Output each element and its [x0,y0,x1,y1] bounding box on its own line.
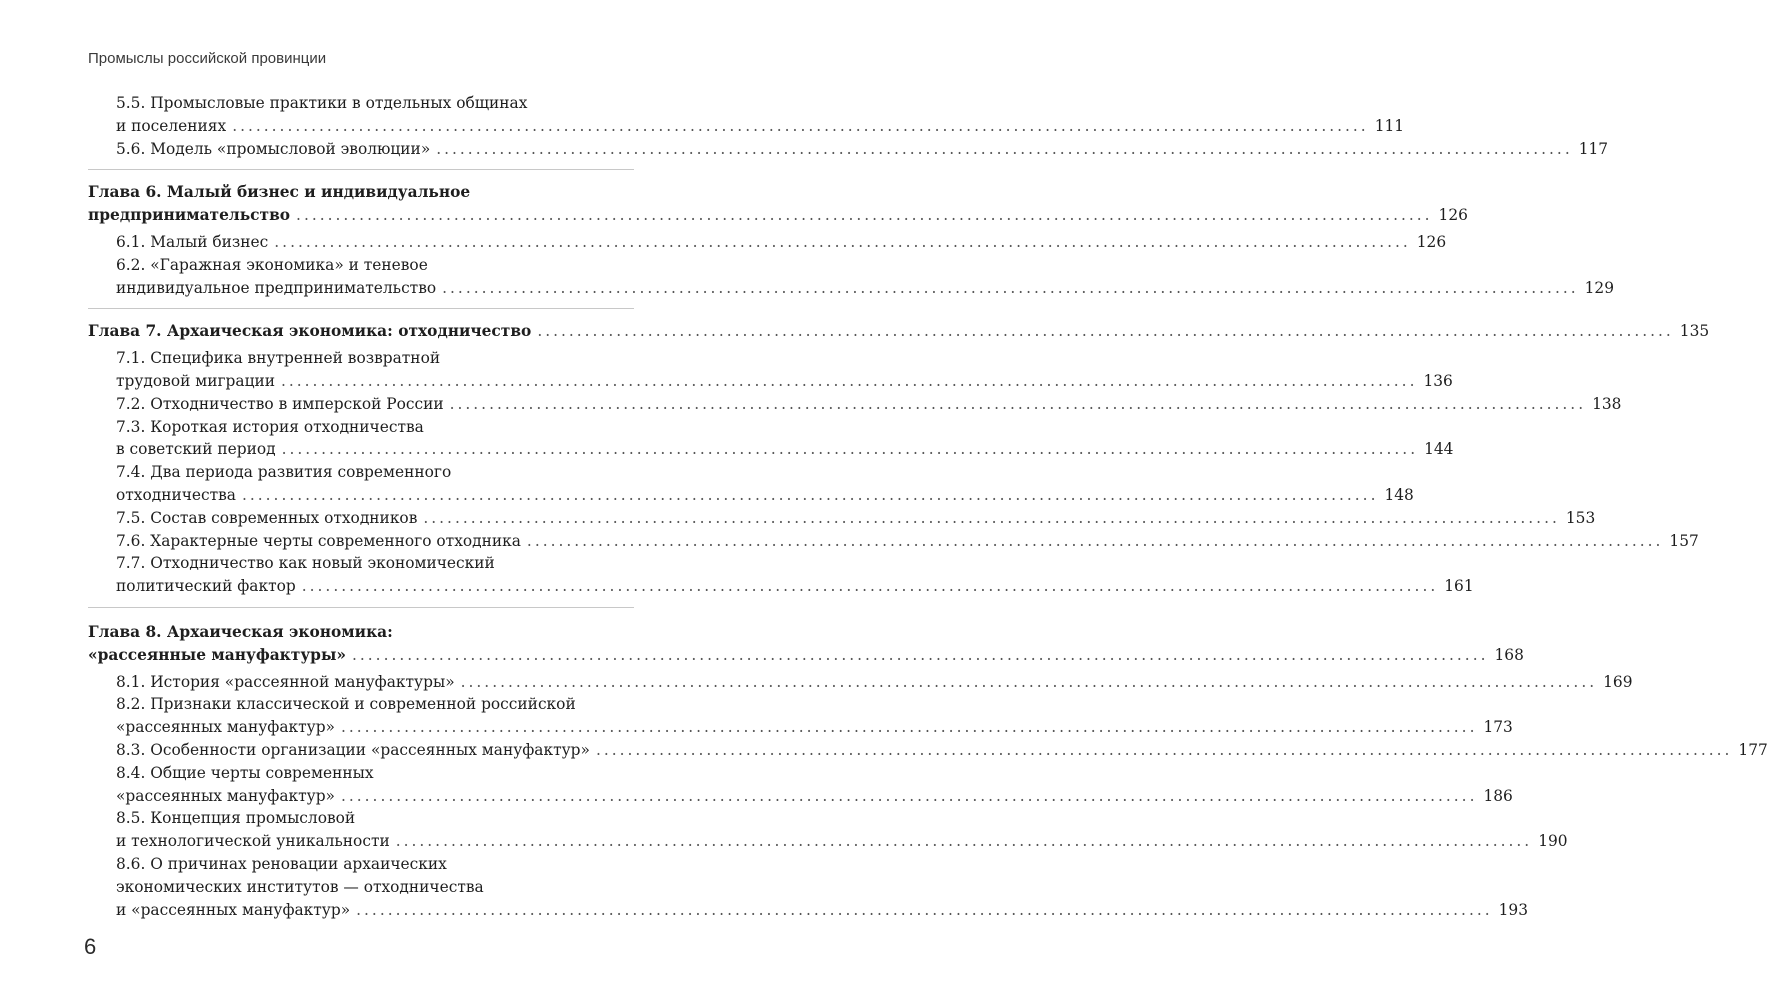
dot-leader: ................................................................................................................................................ [537,322,1674,341]
toc-entry-8-6[interactable] [88,853,1529,921]
toc-page-number: 169 [1603,672,1633,691]
toc-chapter-title: Глава 6. Малый бизнес и индивидуальное [88,183,471,202]
toc-entry-title: и поселениях [116,116,227,135]
toc-page-number: 126 [1438,206,1468,225]
toc-entry-title: 7.7. Отходничество как новый экономический [116,554,495,573]
dot-leader: ................................................................................................................................................ [241,485,1379,504]
toc-entry-8-2[interactable] [88,693,1513,739]
toc-entry-title: 6.1. Малый бизнес [116,232,269,251]
toc-entry-6-1[interactable] [88,231,1447,254]
toc-entry-title: 8.6. О причинах реновации архаических [116,854,447,873]
toc-entry-title: и технологической уникальности [116,832,390,851]
toc-entry-title: 7.4. Два периода развития современного [116,463,452,482]
toc-entry-5-5[interactable] [88,92,1405,138]
dot-leader: ................................................................................................................................................ [301,577,1439,596]
toc-page-number: 144 [1424,440,1454,459]
toc-entry-title: 7.6. Характерные черты современного отходника [116,531,521,550]
toc-page-number: 117 [1578,139,1609,158]
toc-page-number: 186 [1483,786,1513,805]
dot-leader: ................................................................................................................................................ [356,900,1493,919]
dot-leader: ................................................................................................................................................ [395,832,1533,851]
toc-entry-title: 7.1. Специфика внутренней возвратной [116,349,441,368]
toc-entry-5-6[interactable] [88,138,1609,161]
toc-entry-title: «рассеянных мануфактур» [116,786,335,805]
page-number: 6 [84,934,97,959]
toc-chapter-title: «рассеянные мануфактуры» [88,645,346,664]
dot-leader: ................................................................................................................................................ [423,508,1560,527]
dot-leader: ................................................................................................................................................ [352,645,1489,664]
toc-entry-title: 7.3. Короткая история отходничества [116,417,424,436]
toc-entry-title: 6.2. «Гаражная экономика» и теневое [116,255,428,274]
toc-entry-7-7[interactable] [88,552,1474,598]
toc-page-number: 136 [1423,371,1453,390]
toc-page-number: 168 [1494,645,1524,664]
toc-chapter-title: Глава 8. Архаическая экономика: [88,622,393,641]
toc-page-number: 193 [1498,900,1529,919]
toc-page-number: 161 [1444,577,1474,596]
running-header: Промыслы российской провинции [88,50,327,67]
dot-leader: ................................................................................................................................................ [340,718,1478,737]
toc-entry-7-6[interactable] [88,530,1699,553]
toc-chapter-6[interactable] [88,181,1468,227]
toc-entry-title: 8.2. Признаки классической и современной российской [116,695,576,714]
toc-chapter-title: Глава 7. Архаическая экономика: отходничество [88,322,532,341]
toc-page-number: 138 [1592,394,1622,413]
toc-entry-6-2[interactable] [88,254,1615,300]
toc-page-number: 173 [1483,718,1513,737]
dot-leader: ................................................................................................................................................ [280,371,1418,390]
toc-chapter-7[interactable] [88,320,1710,343]
toc-entry-title: отходничества [116,485,236,504]
toc-page-number: 153 [1565,508,1596,527]
toc-entry-title: 7.5. Состав современных отходников [116,508,418,527]
dot-leader: ................................................................................................................................................ [340,786,1478,805]
toc-entry-7-2[interactable] [88,393,1622,416]
toc-entry-7-5[interactable] [88,507,1596,530]
toc-entry-title: 7.2. Отходничество в имперской России [116,394,444,413]
toc-page-number: 148 [1384,485,1414,504]
dot-leader: ................................................................................................................................................ [595,740,1733,759]
toc-page-number: 190 [1538,832,1568,851]
toc-page-number: 177 [1738,740,1768,759]
dot-leader: ................................................................................................................................................ [232,116,1369,135]
toc-entry-title: 8.1. История «рассеянной мануфактуры» [116,672,455,691]
dot-leader: ................................................................................................................................................ [436,139,1573,158]
toc-entry-title: 5.5. Промысловые практики в отдельных общинах [116,94,528,112]
toc-entry-title: 8.4. Общие черты современных [116,763,374,782]
toc-page-number: 135 [1679,322,1710,341]
toc-entry-7-3[interactable] [88,416,1454,462]
toc-entry-8-5[interactable] [88,807,1568,853]
dot-leader: ................................................................................................................................................ [449,394,1587,413]
dot-leader: ................................................................................................................................................ [274,232,1411,251]
toc-page-number: 157 [1669,531,1699,550]
table-of-contents [88,92,1768,921]
dot-leader: ................................................................................................................................................ [442,278,1579,297]
toc-entry-8-1[interactable] [88,671,1633,694]
toc-entry-title: «рассеянных мануфактур» [116,718,335,737]
toc-entry-8-4[interactable] [88,762,1513,808]
toc-chapter-title: предпринимательство [88,206,291,225]
toc-entry-title: 8.3. Особенности организации «рассеянных мануфактур» [116,740,590,759]
divider [88,607,634,608]
toc-entry-title: индивидуальное предпринимательство [116,278,437,297]
toc-entry-7-1[interactable] [88,347,1453,393]
toc-page-number: 129 [1584,278,1615,297]
dot-leader: ................................................................................................................................................ [460,672,1598,691]
toc-entry-8-3[interactable] [88,739,1768,762]
toc-entry-title: экономических институтов — отходничества [116,877,484,896]
toc-entry-title: политический фактор [116,577,296,596]
dot-leader: ................................................................................................................................................ [526,531,1664,550]
toc-chapter-8[interactable] [88,621,1524,667]
divider [88,169,634,170]
divider [88,308,634,309]
toc-entry-title: в советский период [116,440,276,459]
dot-leader: ................................................................................................................................................ [281,440,1419,459]
toc-page-number: 126 [1416,232,1447,251]
toc-entry-title: 8.5. Концепция промысловой [116,809,356,828]
toc-entry-title: 5.6. Модель «промысловой эволюции» [116,139,431,158]
toc-page-number: 111 [1374,116,1405,135]
toc-entry-7-4[interactable] [88,461,1414,507]
toc-entry-title: и «рассеянных мануфактур» [116,900,351,919]
toc-entry-title: трудовой миграции [116,371,275,390]
dot-leader: ................................................................................................................................................ [296,206,1433,225]
